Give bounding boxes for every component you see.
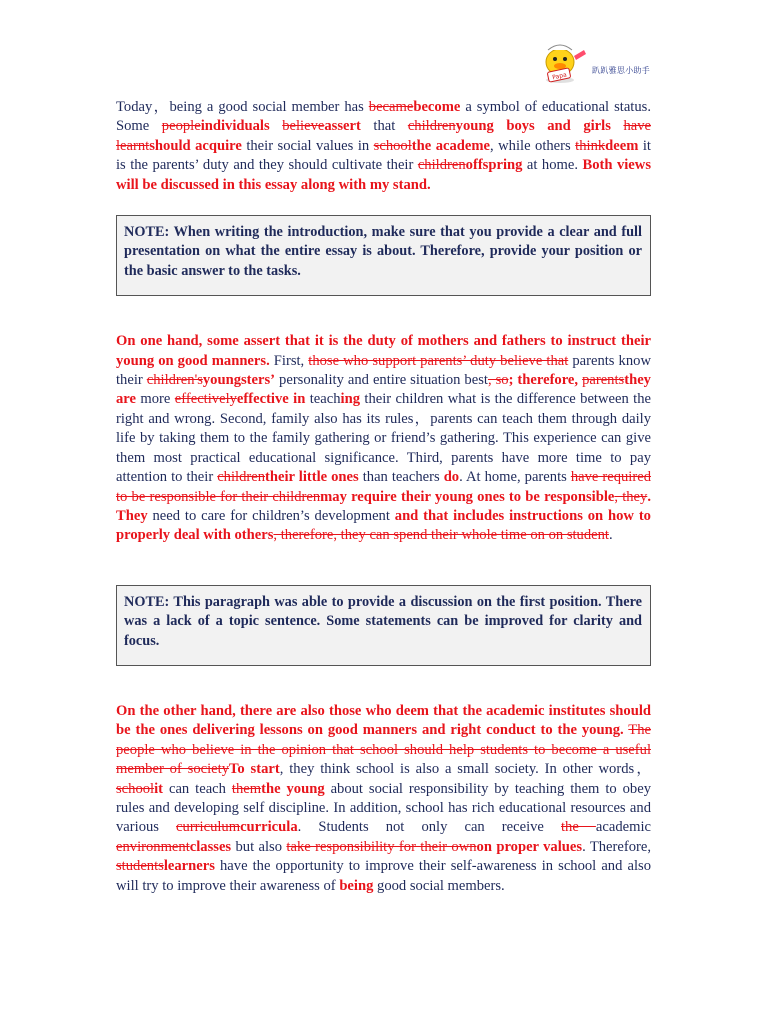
introduction-note-box: NOTE: When writing the introduction, make sure that you provide a clear and full presentation on what the entire essay is about. Therefore, provide your position or the basic answer to the tasks. xyxy=(116,215,651,296)
correction-segment: do xyxy=(443,469,460,486)
body-paragraph-two xyxy=(116,702,651,896)
deleted-segment: think xyxy=(575,137,606,154)
correction-segment: On the other hand, there are also those who deem that the academic institutes should be the ones delivering lessons on good manners and right conduct to the young. xyxy=(116,702,651,739)
correction-segment: their little ones xyxy=(265,469,359,486)
text-segment: , while others xyxy=(490,137,576,154)
correction-segment: being xyxy=(339,877,374,894)
correction-segment: ing xyxy=(340,391,360,408)
logo-text: 趴趴雅思小助手 xyxy=(592,66,651,75)
correction-segment: youngsters’ xyxy=(202,372,276,389)
text-segment xyxy=(611,118,624,134)
correction-segment: On one hand, some assert that it is the duty of mothers and fathers to instruct their young on good manners. xyxy=(116,333,651,369)
text-segment: about social responsibility by teaching them to obey rules and developing self discipline. In addition, school has rich educational resources and various xyxy=(116,780,652,836)
deleted-segment: children xyxy=(407,118,456,135)
deleted-segment: students xyxy=(116,858,164,875)
correction-segment: ; therefore, xyxy=(508,372,579,389)
deleted-segment: have learnt xyxy=(116,118,651,154)
introduction-paragraph xyxy=(116,98,651,195)
text-segment: their social values in xyxy=(241,137,374,154)
text-segment: than teachers xyxy=(358,469,444,486)
body-paragraph-one-note-box: NOTE: This paragraph was able to provide a discussion on the first position. There was a lack of a topic sentence. Some statements can be improved for clarity and focus. xyxy=(116,585,651,666)
correction-segment: the academe xyxy=(411,137,490,154)
deleted-segment: , they xyxy=(614,488,648,505)
correction-segment: they are xyxy=(116,372,651,408)
deleted-segment: , therefore, they can spend their whole time on on student xyxy=(273,527,609,544)
text-segment: at home. xyxy=(522,157,583,174)
essay-feedback-document xyxy=(116,98,651,896)
deleted-segment: those who support parents’ duty believe that xyxy=(308,352,569,369)
correction-segment: may require their young ones to be responsible xyxy=(320,488,615,505)
duck-mascot-icon xyxy=(540,40,592,86)
correction-segment: become xyxy=(413,99,461,115)
correction-segment: classes xyxy=(189,838,232,855)
deleted-segment: school xyxy=(116,780,155,797)
deleted-segment: children xyxy=(217,469,266,486)
deleted-segment: , so xyxy=(487,372,509,389)
text-segment: a symbol of educational status. Some xyxy=(116,99,651,135)
text-segment: their children what is the difference between the right and wrong. Second, family also has its rules，parents can teach them through daily life by taking them to the family gathering or friend’s gathering. This experience can give them most practical educational significance. Third, parents have more time to pay attention to their xyxy=(116,391,651,486)
correction-segment: curricula xyxy=(240,819,298,836)
text-segment: that xyxy=(360,118,408,135)
text-segment: good social members. xyxy=(373,877,505,894)
correction-segment: assert xyxy=(324,118,361,135)
text-segment: academic xyxy=(595,819,651,836)
correction-segment: the young xyxy=(261,780,325,797)
correction-segment: offspring xyxy=(465,157,523,174)
correction-segment: on proper values xyxy=(476,838,583,855)
deleted-segment: children's xyxy=(146,372,203,389)
text-segment: . xyxy=(608,527,613,544)
correction-segment: effective in xyxy=(236,391,306,408)
svg-text:Papa: Papa xyxy=(551,71,568,82)
correction-segment: deem xyxy=(605,137,639,154)
text-segment: teach xyxy=(305,391,341,408)
papa-ielts-logo xyxy=(540,40,652,86)
deleted-segment: take responsibility for their own xyxy=(286,838,477,855)
deleted-segment: people xyxy=(161,118,201,135)
deleted-segment: have required to be responsible for their children xyxy=(116,469,651,505)
text-segment: . Therefore, xyxy=(582,838,651,855)
deleted-segment: believe xyxy=(282,118,325,135)
correction-segment: should acquire xyxy=(149,137,242,154)
correction-segment: individuals xyxy=(200,118,270,135)
deleted-segment: school xyxy=(373,137,412,154)
text-segment xyxy=(270,118,283,134)
text-segment: . At home, parents xyxy=(459,469,571,486)
correction-segment: To start xyxy=(229,761,280,778)
text-segment: more xyxy=(136,391,175,408)
correction-segment: Both views will be discussed in this essay along with my stand. xyxy=(116,157,651,193)
correction-segment: and that includes instructions on how to properly deal with others xyxy=(116,507,651,544)
text-segment: Today，being a good social member has xyxy=(116,99,369,115)
deleted-segment: parents xyxy=(582,372,625,389)
text-segment: it is the parents’ duty and they should cultivate their xyxy=(116,137,651,174)
deleted-segment: became xyxy=(368,99,414,115)
body-paragraph-one xyxy=(116,332,651,545)
text-segment: but also xyxy=(231,838,287,855)
deleted-segment: curriculum xyxy=(176,819,241,836)
correction-segment: . They xyxy=(116,488,651,524)
deleted-segment: the xyxy=(561,819,596,836)
correction-segment: it xyxy=(154,780,164,797)
deleted-segment: The people who believe in the opinion that school should help students to become a useful member of society xyxy=(116,722,651,778)
deleted-segment: effectively xyxy=(174,391,237,408)
correction-segment: learners xyxy=(163,858,215,875)
text-segment: have the opportunity to improve their self-awareness in school and also will try to improve their awareness of xyxy=(116,858,651,894)
text-segment: can teach xyxy=(163,780,232,797)
deleted-segment: environment xyxy=(116,838,190,855)
text-segment: personality and entire situation best xyxy=(275,372,488,389)
text-segment: parents know their xyxy=(116,352,651,389)
deleted-segment: children xyxy=(417,157,466,174)
text-segment: First, xyxy=(269,352,309,369)
text-segment: need to care for children’s development xyxy=(147,507,395,524)
text-segment: , they think school is also a small society. In other words， xyxy=(279,761,651,778)
text-segment: . Students not only can receive xyxy=(297,819,561,836)
deleted-segment: them xyxy=(231,780,262,797)
correction-segment: young boys and girls xyxy=(455,118,611,135)
